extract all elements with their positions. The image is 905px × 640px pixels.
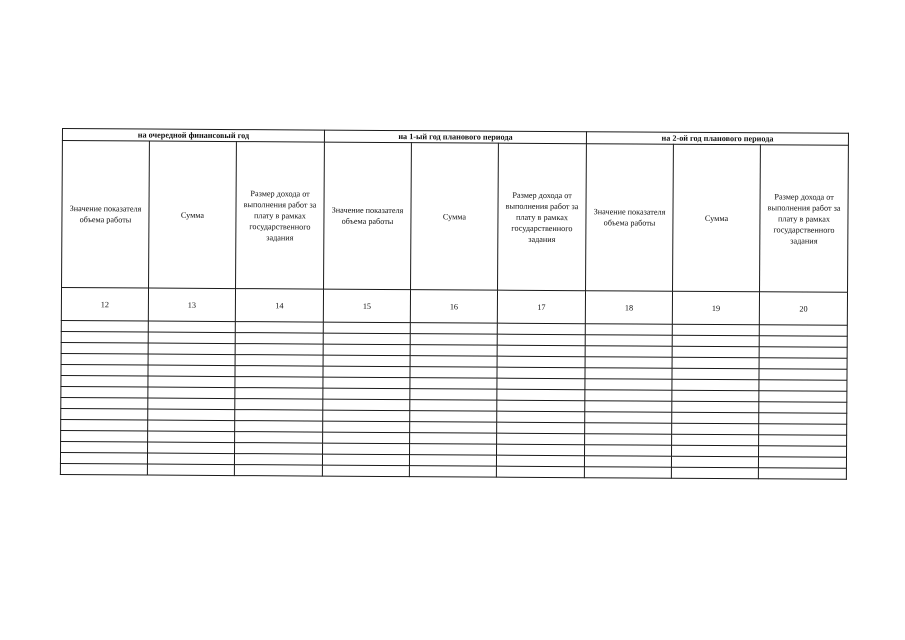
blank-cell bbox=[61, 430, 148, 442]
blank-cell bbox=[585, 368, 672, 380]
blank-cell bbox=[410, 444, 497, 456]
blank-cell bbox=[61, 397, 148, 409]
column-sum-label: Сумма bbox=[442, 211, 467, 221]
blank-cell bbox=[148, 376, 235, 388]
column-income-header bbox=[498, 143, 587, 291]
blank-cell bbox=[323, 410, 410, 422]
blank-cell bbox=[497, 411, 585, 423]
blank-cell bbox=[322, 454, 409, 466]
blank-cell bbox=[148, 431, 235, 443]
blank-cell bbox=[496, 466, 584, 478]
blank-cell bbox=[672, 379, 759, 391]
column-sum-label: Сумма bbox=[180, 210, 205, 220]
blank-cell bbox=[410, 400, 497, 412]
blank-cell bbox=[322, 465, 409, 477]
blank-cell bbox=[759, 325, 847, 337]
blank-cell bbox=[672, 335, 759, 347]
blank-cell bbox=[61, 342, 148, 354]
blank-cell bbox=[496, 455, 584, 467]
blank-cell bbox=[410, 422, 497, 434]
column-volume-label: Значение показателя объема работы bbox=[593, 207, 666, 228]
blank-cell bbox=[759, 358, 847, 370]
blank-cell bbox=[497, 367, 585, 379]
blank-cell bbox=[323, 388, 410, 400]
blank-cell bbox=[497, 433, 585, 445]
blank-cell bbox=[497, 378, 585, 390]
blank-cell bbox=[671, 467, 758, 479]
blank-cell bbox=[234, 454, 322, 466]
column-number: 16 bbox=[410, 290, 497, 324]
blank-cell bbox=[410, 367, 497, 379]
blank-cell bbox=[61, 320, 148, 332]
blank-cell bbox=[758, 457, 846, 469]
column-sum-header bbox=[673, 144, 761, 292]
blank-cell bbox=[323, 355, 410, 367]
column-number: 15 bbox=[323, 289, 410, 323]
column-volume-header bbox=[324, 142, 412, 290]
blank-cell bbox=[235, 432, 323, 444]
blank-cell bbox=[235, 443, 323, 455]
blank-cell bbox=[235, 366, 323, 378]
blank-cell bbox=[585, 401, 672, 413]
column-income-label: Размер дохода от выполнения работ за плату в рамках государственного задания bbox=[243, 188, 317, 242]
group-current-year: на очередной финансовый год bbox=[62, 129, 324, 143]
column-income-header bbox=[760, 145, 849, 293]
blank-cell bbox=[584, 467, 671, 479]
column-income-label: Размер дохода от выполнения работ за плату в рамках государственного задания bbox=[767, 191, 841, 246]
blank-cell bbox=[672, 390, 759, 402]
column-number: 14 bbox=[235, 289, 323, 323]
blank-cell bbox=[61, 441, 148, 453]
blank-cell bbox=[235, 410, 323, 422]
blank-cell bbox=[323, 366, 410, 378]
column-volume-label: Значение показателя объема работы bbox=[331, 205, 404, 227]
blank-cell bbox=[410, 356, 497, 368]
blank-cell bbox=[60, 452, 147, 464]
blank-cell bbox=[235, 355, 323, 367]
blank-cell bbox=[235, 377, 323, 389]
blank-cell bbox=[585, 379, 672, 391]
blank-cell bbox=[323, 333, 410, 345]
blank-cell bbox=[759, 347, 847, 359]
blank-cell bbox=[148, 442, 235, 454]
blank-cell bbox=[585, 412, 672, 424]
column-income-label: Размер дохода от выполнения работ за плату в рамках государственного задания bbox=[505, 190, 579, 244]
blank-cell bbox=[759, 391, 847, 403]
blank-cell bbox=[61, 375, 148, 387]
blank-cell bbox=[759, 402, 847, 414]
blank-cell bbox=[584, 456, 671, 468]
column-number: 20 bbox=[759, 292, 847, 326]
blank-cell bbox=[148, 387, 235, 399]
blank-cell bbox=[410, 433, 497, 445]
blank-cell bbox=[410, 378, 497, 390]
blank-cell bbox=[672, 368, 759, 380]
blank-cell bbox=[410, 345, 497, 357]
blank-cell bbox=[585, 357, 672, 369]
blank-cell bbox=[61, 353, 148, 365]
column-volume-header bbox=[62, 141, 150, 289]
blank-cell bbox=[497, 400, 585, 412]
financial-plan-table bbox=[60, 128, 849, 480]
blank-cell bbox=[672, 346, 759, 358]
column-number: 19 bbox=[672, 291, 759, 325]
column-sum-label: Сумма bbox=[704, 213, 729, 223]
blank-cell bbox=[410, 323, 497, 335]
blank-cell bbox=[147, 453, 234, 465]
blank-cell bbox=[672, 324, 759, 336]
blank-cell bbox=[759, 446, 847, 458]
blank-cell bbox=[60, 463, 147, 475]
blank-cell bbox=[759, 336, 847, 348]
column-header-row bbox=[62, 141, 849, 293]
blank-cell bbox=[148, 420, 235, 432]
blank-cell bbox=[323, 421, 410, 433]
blank-cell bbox=[585, 445, 672, 457]
blank-cell bbox=[497, 345, 585, 357]
column-volume-header bbox=[586, 144, 674, 292]
blank-cell bbox=[759, 424, 847, 436]
blank-cell bbox=[759, 369, 847, 381]
column-number: 17 bbox=[497, 290, 585, 324]
blank-cell bbox=[323, 377, 410, 389]
blank-cell bbox=[759, 435, 847, 447]
blank-cell bbox=[148, 398, 235, 410]
blank-cell bbox=[323, 432, 410, 444]
blank-cell bbox=[323, 344, 410, 356]
blank-cell bbox=[234, 465, 322, 477]
group-second-plan-year: на 2-ой год планового периода bbox=[586, 132, 848, 146]
blank-cell bbox=[409, 455, 496, 467]
group-first-plan-year: на 1-ый год планового периода bbox=[324, 130, 586, 144]
blank-cell bbox=[61, 386, 148, 398]
blank-cell bbox=[323, 399, 410, 411]
blank-cell bbox=[585, 434, 672, 446]
form-sheet bbox=[60, 128, 848, 480]
blank-cell bbox=[672, 434, 759, 446]
column-income-header bbox=[236, 142, 325, 290]
blank-cell bbox=[672, 401, 759, 413]
blank-cell bbox=[148, 354, 235, 366]
blank-cell bbox=[235, 388, 323, 400]
blank-cell bbox=[235, 421, 323, 433]
blank-cell bbox=[235, 322, 323, 334]
blank-cell bbox=[61, 364, 148, 376]
blank-cell bbox=[585, 324, 672, 336]
blank-cell bbox=[497, 356, 585, 368]
blank-cell bbox=[497, 334, 585, 346]
blank-cell bbox=[585, 423, 672, 435]
blank-cell bbox=[323, 322, 410, 334]
column-number: 18 bbox=[585, 291, 672, 325]
blank-cell bbox=[672, 357, 759, 369]
blank-cell bbox=[585, 390, 672, 402]
blank-cell bbox=[148, 409, 235, 421]
blank-cell bbox=[671, 456, 758, 468]
column-volume-label: Значение показателя объема работы bbox=[69, 204, 142, 225]
blank-cell bbox=[235, 399, 323, 411]
blank-cell bbox=[410, 334, 497, 346]
blank-cell bbox=[235, 344, 323, 356]
blank-cell bbox=[61, 408, 148, 420]
blank-cell bbox=[61, 331, 148, 343]
blank-cell bbox=[758, 468, 846, 480]
blank-cell bbox=[759, 413, 847, 425]
blank-cell bbox=[410, 411, 497, 423]
blank-cell bbox=[410, 389, 497, 401]
blank-cell bbox=[147, 464, 234, 476]
blank-cell bbox=[148, 332, 235, 344]
column-number-row bbox=[61, 288, 847, 326]
blank-cell bbox=[672, 445, 759, 457]
blank-cell bbox=[672, 423, 759, 435]
column-sum-header bbox=[411, 143, 499, 291]
blank-cell bbox=[497, 323, 585, 335]
blank-cell bbox=[497, 389, 585, 401]
blank-cell bbox=[759, 380, 847, 392]
blank-cell bbox=[61, 419, 148, 431]
blank-cell bbox=[148, 321, 235, 333]
blank-cell bbox=[148, 365, 235, 377]
column-number: 12 bbox=[61, 288, 148, 322]
blank-cell bbox=[148, 343, 235, 355]
blank-cell bbox=[323, 443, 410, 455]
column-sum-header bbox=[149, 141, 237, 289]
blank-cell bbox=[585, 335, 672, 347]
column-number: 13 bbox=[148, 288, 235, 322]
blank-cell bbox=[235, 333, 323, 345]
blank-cell bbox=[585, 346, 672, 358]
blank-cell bbox=[672, 412, 759, 424]
blank-cell bbox=[409, 466, 496, 478]
blank-cell bbox=[497, 422, 585, 434]
blank-cell bbox=[497, 444, 585, 456]
